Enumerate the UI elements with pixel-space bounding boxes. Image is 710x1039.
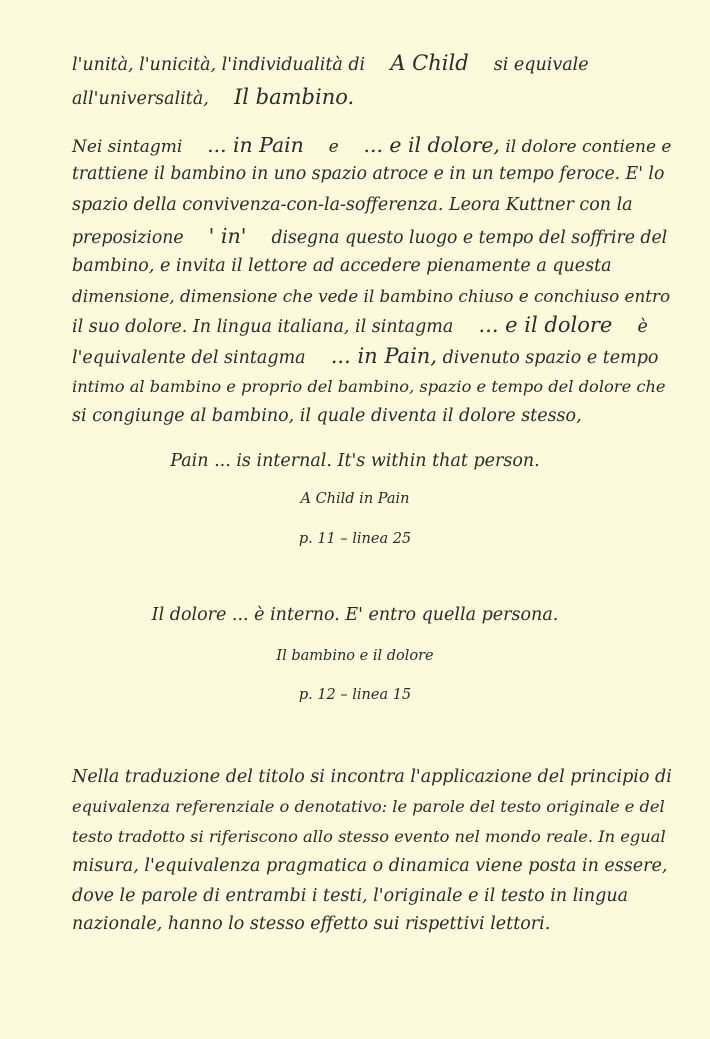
intro-text: si equivale — [493, 55, 589, 75]
paragraph-text: Nei sintagmi — [72, 137, 183, 157]
paragraph1-line — [72, 345, 658, 369]
paragraph2-line: nazionale, hanno lo stesso effetto sui rispettivi lettori. — [72, 914, 551, 934]
paragraph2-line: Nella traduzione del titolo si incontra l'applicazione del principio di — [72, 767, 672, 787]
paragraph-text: e — [328, 137, 339, 157]
paragraph-text: l'equivalente del sintagma — [72, 348, 306, 368]
phrase-emphasis: ' in' — [208, 224, 247, 248]
paragraph-text: divenuto spazio e tempo — [442, 348, 659, 368]
quote-italian-source: Il bambino e il dolore — [276, 648, 434, 664]
intro-line-1 — [72, 52, 589, 76]
intro-text: all'universalità, — [72, 89, 209, 109]
quote-english-ref: p. 11 – linea 25 — [298, 531, 412, 547]
intro-emphasis-title: Il bambino. — [233, 85, 355, 109]
paragraph1-line: intimo al bambino e proprio del bambino, spazio e tempo del dolore che — [72, 377, 666, 396]
quote-italian-ref: p. 12 – linea 15 — [298, 687, 412, 703]
quote-italian: Il dolore ... è interno. E' entro quella persona. — [151, 605, 559, 625]
phrase-emphasis: ... in Pain — [207, 133, 304, 157]
intro-line-2 — [72, 86, 354, 110]
paragraph-text: disegna questo luogo e tempo del soffrire del — [271, 228, 668, 248]
paragraph2-line: misura, l'equivalenza pragmatica o dinamica viene posta in essere, — [72, 856, 668, 876]
quote-english: Pain ... is internal. It's within that person. — [170, 451, 540, 471]
paragraph2-line: testo tradotto si riferiscono allo stesso evento nel mondo reale. In egual — [72, 827, 666, 846]
paragraph1-line: dimensione, dimensione che vede il bambino chiuso e conchiuso entro — [72, 286, 671, 306]
paragraph1-line: si congiunge al bambino, il quale diventa il dolore stesso, — [72, 406, 582, 426]
paragraph1-line: bambino, e invita il lettore ad accedere pienamente a questa — [72, 256, 612, 276]
paragraph2-line: equivalenza referenziale o denotativo: le parole del testo originale e del — [72, 797, 665, 816]
intro-text: l'unità, l'unicità, l'individualità di — [72, 55, 366, 75]
paragraph-text: è — [637, 317, 648, 337]
quote-english-source: A Child in Pain — [300, 491, 410, 507]
paragraph-text: preposizione — [72, 228, 184, 248]
intro-emphasis-title: A Child — [390, 51, 469, 75]
paragraph1-line — [72, 134, 672, 158]
paragraph1-line: spazio della convivenza-con-la-sofferenza. Leora Kuttner con la — [72, 195, 633, 215]
paragraph1-line — [72, 314, 648, 338]
phrase-emphasis: ... e il dolore — [478, 313, 613, 337]
paragraph1-line: trattiene il bambino in uno spazio atroce e in un tempo feroce. E' lo — [72, 164, 665, 184]
phrase-emphasis: ... in Pain, — [330, 344, 437, 368]
paragraph-text: il dolore contiene e — [505, 137, 672, 157]
paragraph2-line: dove le parole di entrambi i testi, l'originale e il testo in lingua — [72, 886, 629, 906]
paragraph-text: il suo dolore. In lingua italiana, il sintagma — [72, 317, 454, 337]
phrase-emphasis: ... e il dolore, — [363, 133, 500, 157]
paragraph1-line — [72, 225, 667, 249]
